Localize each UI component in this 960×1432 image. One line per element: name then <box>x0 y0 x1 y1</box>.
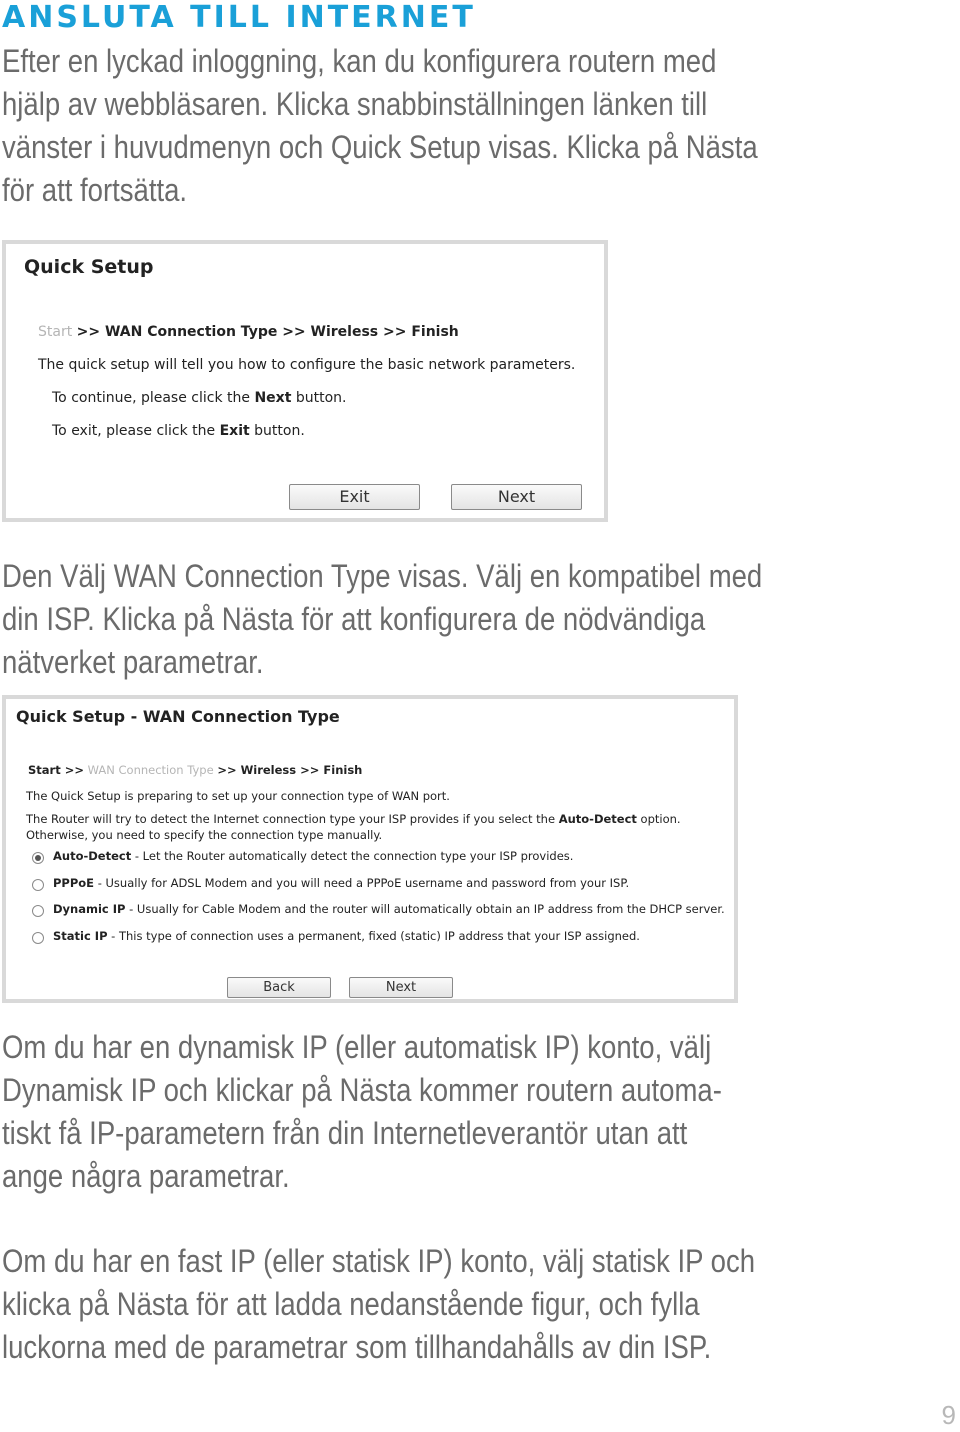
paragraph-line: din ISP. Klicka på Nästa för att konfigurera de nödvändiga <box>2 601 706 637</box>
page-heading: ANSLUTA TILL INTERNET <box>2 0 476 35</box>
detect-description <box>26 812 681 826</box>
step-start: Start <box>38 324 73 340</box>
text-segment-bold: Auto-Detect <box>558 812 637 826</box>
setup-steps <box>28 763 362 777</box>
paragraph-line: för att fortsätta. <box>2 172 188 208</box>
paragraph-line: nätverket parametrar. <box>2 644 264 680</box>
option-description: - This type of connection uses a permanent, fixed (static) IP address that your ISP assigned. <box>107 929 640 943</box>
dynamic-ip-paragraph <box>2 1026 776 1198</box>
quick-setup-title: Quick Setup <box>24 256 154 278</box>
text-segment: button. <box>249 423 305 439</box>
wan-connection-type-screenshot <box>2 695 738 1003</box>
paragraph-line: luckorna med de parametrar som tillhandahålls av din ISP. <box>2 1329 712 1365</box>
paragraph-line: Efter en lyckad inloggning, kan du konfigurera routern med <box>2 43 717 79</box>
option-description: - Usually for ADSL Modem and you will need a PPPoE username and password from your ISP. <box>94 876 630 890</box>
step-current: WAN Connection Type <box>87 763 214 777</box>
step-start: Start >> <box>28 763 84 777</box>
step-rest: >> Wireless >> Finish <box>217 763 363 777</box>
back-button[interactable]: Back <box>227 977 331 998</box>
text-segment-bold: Next <box>254 390 292 406</box>
dynamic-ip-radio[interactable] <box>32 905 44 917</box>
step-rest: >> WAN Connection Type >> Wireless >> Finish <box>76 324 459 340</box>
static-ip-radio[interactable] <box>32 932 44 944</box>
option-description: - Usually for Cable Modem and the router will automatically obtain an IP address from the DHCP server. <box>125 902 725 916</box>
static-ip-option <box>53 929 640 943</box>
exit-instruction <box>52 423 305 439</box>
option-label: Static IP <box>53 929 108 943</box>
page-number: 9 <box>941 1400 956 1430</box>
wan-intro-text: The Quick Setup is preparing to set up your connection type of WAN port. <box>26 789 450 803</box>
setup-description: The quick setup will tell you how to configure the basic network parameters. <box>38 357 576 373</box>
auto-detect-radio[interactable] <box>32 852 44 864</box>
paragraph-line: Dynamisk IP och klickar på Nästa kommer routern automa- <box>2 1072 722 1108</box>
paragraph-line: hjälp av webbläsaren. Klicka snabbinställningen länken till <box>2 86 708 122</box>
option-description: - Let the Router automatically detect the connection type your ISP provides. <box>131 849 574 863</box>
next-button[interactable]: Next <box>451 484 582 510</box>
paragraph-line: tiskt få IP-parametern från din Internetleverantör utan att <box>2 1115 688 1151</box>
wan-type-paragraph <box>2 555 776 684</box>
option-label: Dynamic IP <box>53 902 126 916</box>
exit-button[interactable]: Exit <box>289 484 420 510</box>
dynamic-ip-option <box>53 902 725 916</box>
continue-instruction <box>52 390 346 406</box>
option-label: Auto-Detect <box>53 849 132 863</box>
wan-setup-title: Quick Setup - WAN Connection Type <box>16 707 340 726</box>
intro-paragraph <box>2 40 776 212</box>
paragraph-line: ange några parametrar. <box>2 1158 290 1194</box>
auto-detect-option <box>53 849 573 863</box>
text-segment: button. <box>291 390 347 406</box>
text-segment: To exit, please click the <box>52 423 220 439</box>
paragraph-line: Den Välj WAN Connection Type visas. Välj en kompatibel med <box>2 558 763 594</box>
text-segment: The Router will try to detect the Internet connection type your ISP provides if you select the <box>26 812 559 826</box>
paragraph-line: Om du har en dynamisk IP (eller automatisk IP) konto, välj <box>2 1029 712 1065</box>
quick-setup-screenshot <box>2 240 608 522</box>
pppoe-radio[interactable] <box>32 879 44 891</box>
setup-steps <box>38 324 459 340</box>
paragraph-line: klicka på Nästa för att ladda nedanstående figur, och fylla <box>2 1286 700 1322</box>
pppoe-option <box>53 876 629 890</box>
text-segment: option. <box>636 812 681 826</box>
paragraph-line: Om du har en fast IP (eller statisk IP) konto, välj statisk IP och <box>2 1243 756 1279</box>
text-segment: To continue, please click the <box>52 390 255 406</box>
next-button[interactable]: Next <box>349 977 453 998</box>
manual-description: Otherwise, you need to specify the connection type manually. <box>26 828 383 842</box>
option-label: PPPoE <box>53 876 95 890</box>
text-segment-bold: Exit <box>219 423 250 439</box>
paragraph-line: vänster i huvudmenyn och Quick Setup visas. Klicka på Nästa <box>2 129 758 165</box>
static-ip-paragraph <box>2 1240 776 1369</box>
